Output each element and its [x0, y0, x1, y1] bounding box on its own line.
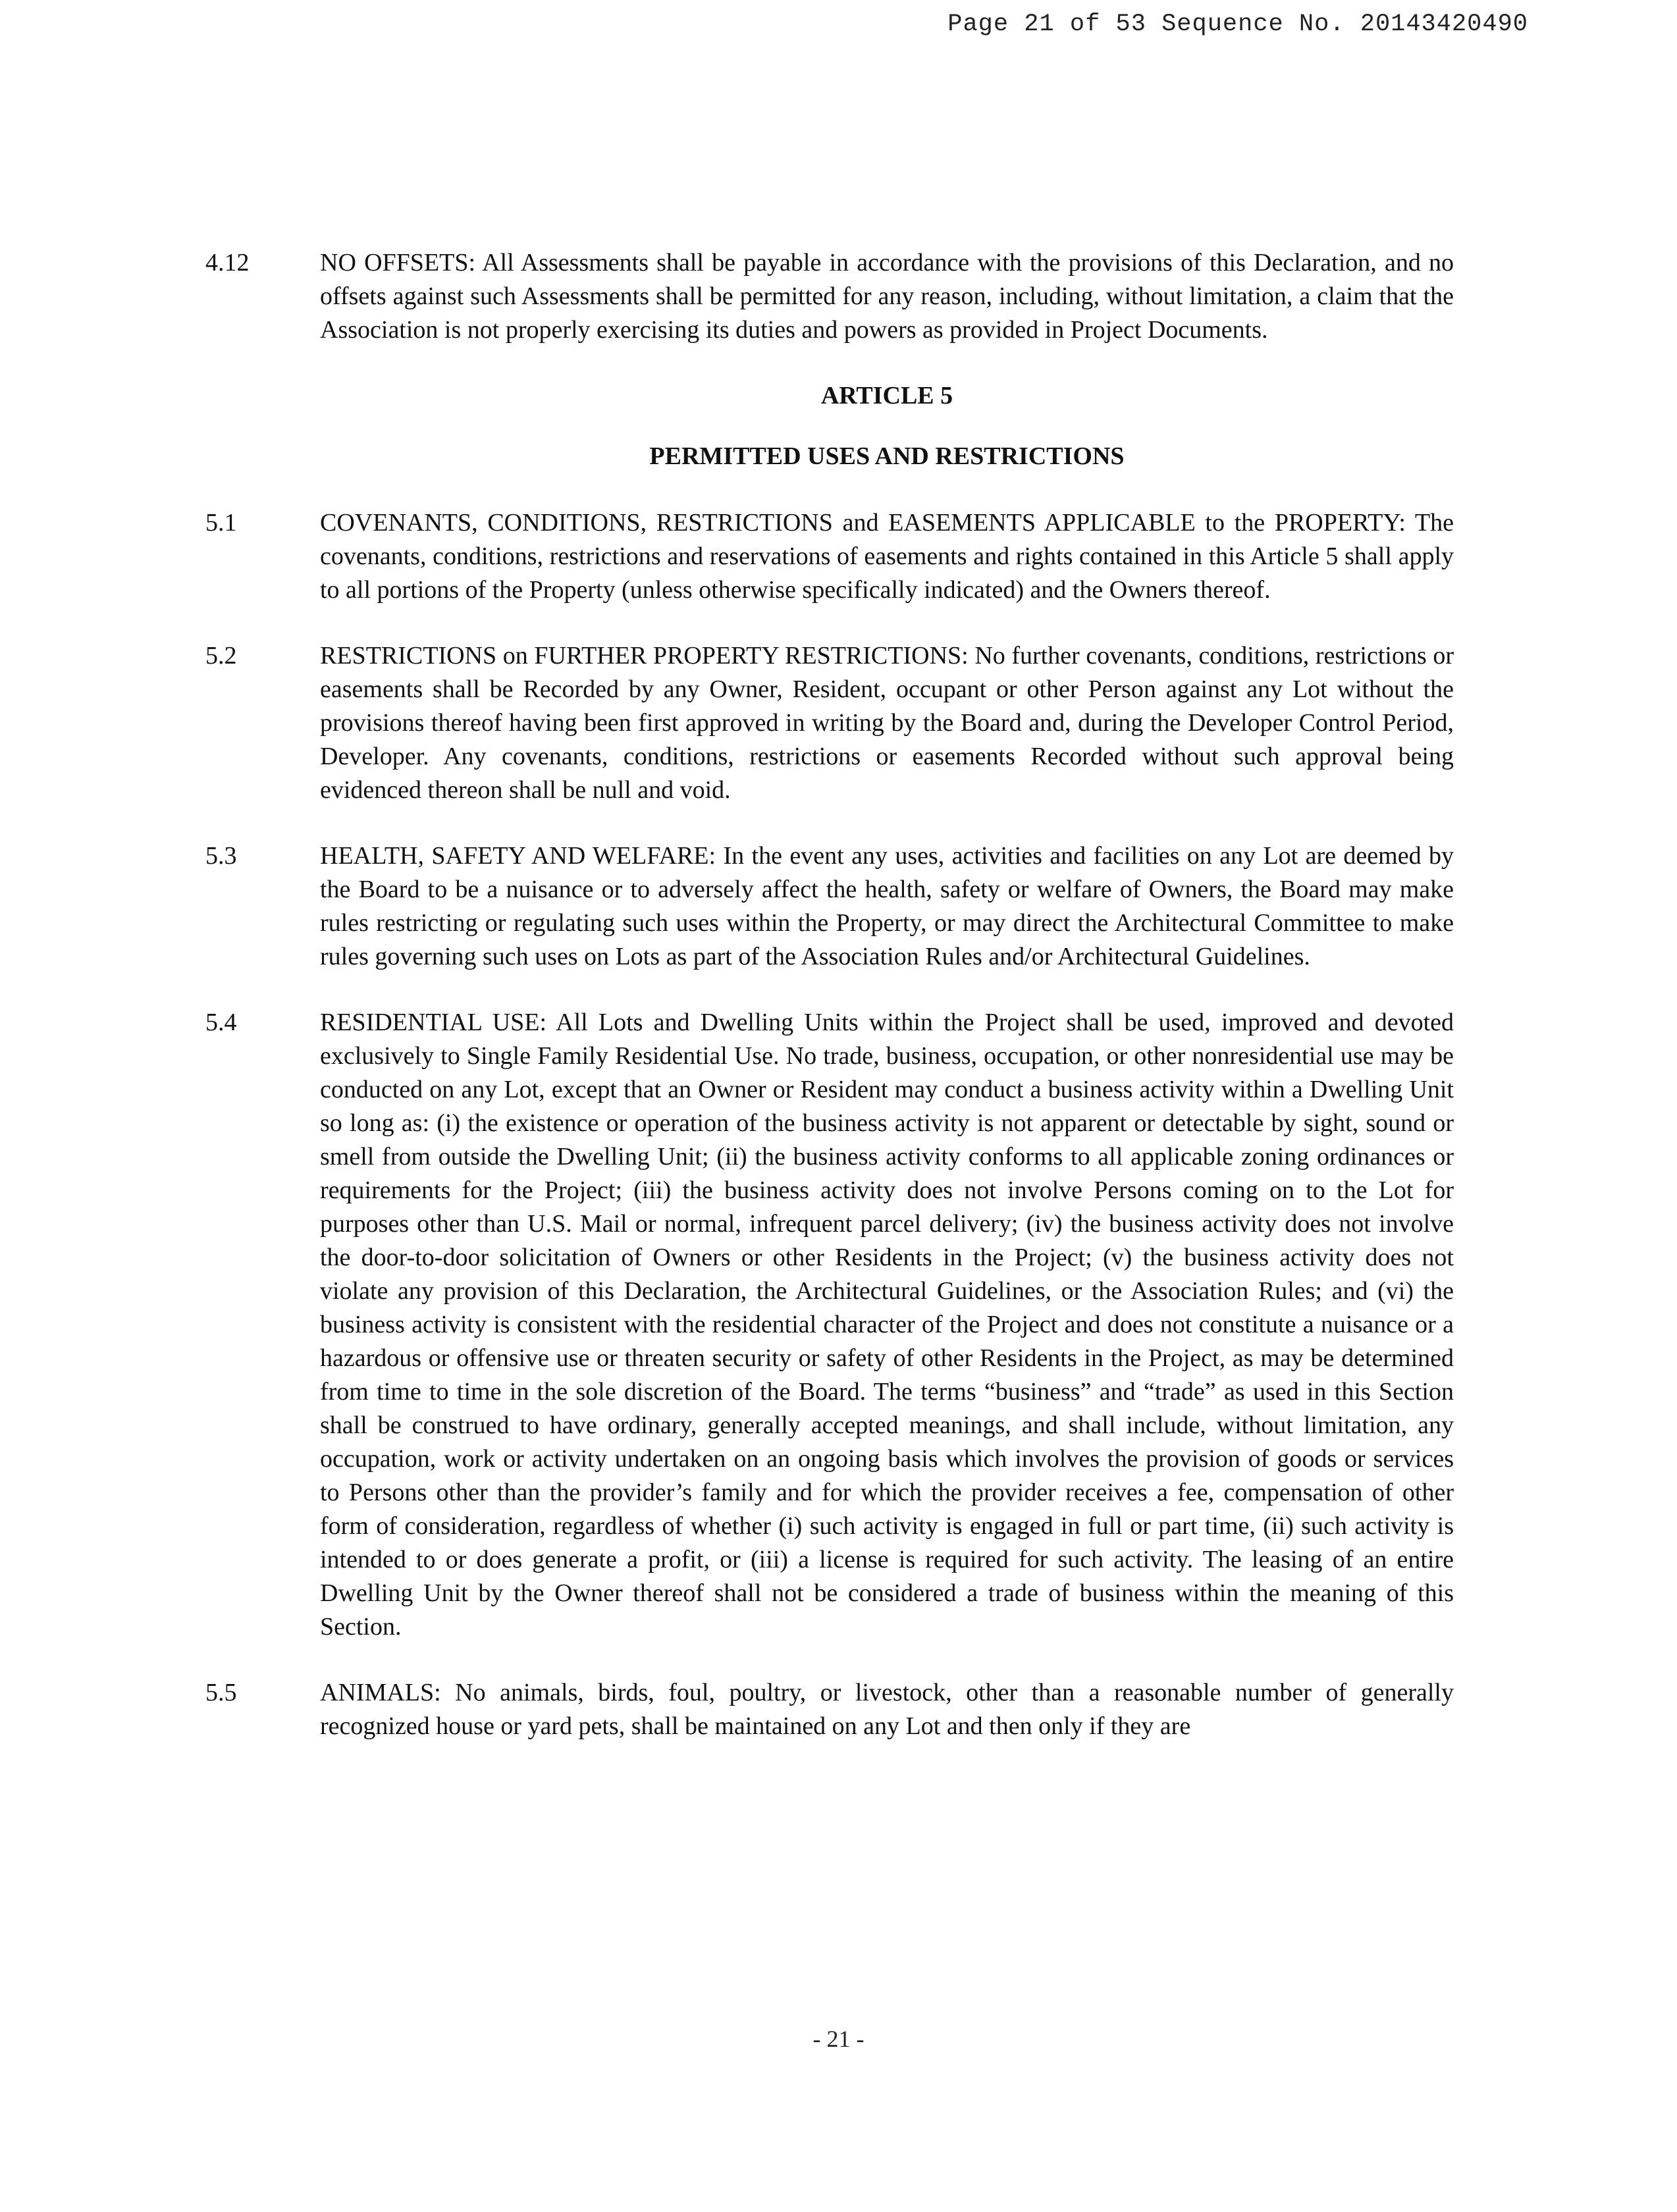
article-title: PERMITTED USES AND RESTRICTIONS	[649, 442, 1125, 470]
page-number: - 21 -	[812, 2026, 865, 2052]
section-text: HEALTH, SAFETY AND WELFARE: In the event any uses, activities and facilities on any Lot are deemed by the Board to be a nuisance or to adversely affect the health, safety or welfare of Owners, the Board may make rules restricting or regulating such uses within the Property, or may direct the Architectural Committee to make rules governing such uses on Lots as part of the Association Rules and/or Architectural Guidelines.	[320, 842, 1454, 970]
section-text: NO OFFSETS: All Assessments shall be payable in accordance with the provisions of this Declaration, and no offsets against such Assessments shall be permitted for any reason, including, without limitation, a claim that the Association is not properly exercising its duties and powers as provided in Project Documents.	[320, 249, 1454, 344]
document-body	[205, 246, 1454, 1743]
article-label: ARTICLE 5	[820, 382, 953, 409]
section-5-4	[205, 1006, 1454, 1644]
article-heading-block	[205, 379, 1454, 473]
sequence-stamp: Page 21 of 53 Sequence No. 20143420490	[947, 11, 1528, 38]
section-5-5	[205, 1676, 1454, 1743]
section-number: 5.3	[205, 842, 237, 870]
section-number: 5.1	[205, 509, 237, 537]
section-5-1	[205, 506, 1454, 607]
section-number: 5.5	[205, 1679, 237, 1706]
section-text: ANIMALS: No animals, birds, foul, poultry, or livestock, other than a reasonable number of generally recognized house or yard pets, shall be maintained on any Lot and then only if they are	[320, 1679, 1454, 1740]
section-number: 5.2	[205, 642, 237, 670]
section-text: RESIDENTIAL USE: All Lots and Dwelling Units within the Project shall be used, improved and devoted exclusively to Single Family Residential Use. No trade, business, occupation, or other nonresidential use may be conducted on any Lot, except that an Owner or Resident may conduct a business activity within a Dwelling Unit so long as: (i) the existence or operation of the business activity is not apparent or detectable by sight, sound or smell from outside the Dwelling Unit; (ii) the business activity conforms to all applicable zoning ordinances or requirements for the Project; (iii) the business activity does not involve Persons coming on to the Lot for purposes other than U.S. Mail or normal, infrequent parcel delivery; (iv) the business activity does not involve the door-to-door solicitation of Owners or other Residents in the Project; (v) the business activity does not violate any provision of this Declaration, the Architectural Guidelines, or the Association Rules; and (vi) the business activity is consistent with the residential character of the Project and does not constitute a nuisance or a hazardous or offensive use or threaten security or safety of other Residents in the Project, as may be determined from time to time in the sole discretion of the Board. The terms “business” and “trade” as used in this Section shall be construed to have ordinary, generally accepted meanings, and shall include, without limitation, any occupation, work or activity undertaken on an ongoing basis which involves the provision of goods or services to Persons other than the provider’s family and for which the provider receives a fee, compensation of other form of consideration, regardless of whether (i) such activity is engaged in full or part time, (ii) such activity is intended to or does generate a profit, or (iii) a license is required for such activity. The leasing of an entire Dwelling Unit by the Owner thereof shall not be considered a trade of business within the meaning of this Section.	[320, 1009, 1454, 1641]
section-5-2	[205, 639, 1454, 807]
section-text: COVENANTS, CONDITIONS, RESTRICTIONS and EASEMENTS APPLICABLE to the PROPERTY: The covenants, conditions, restrictions and reservations of easements and rights contained in this Article 5 shall apply to all portions of the Property (unless otherwise specifically indicated) and the Owners thereof.	[320, 509, 1454, 604]
section-4-12	[205, 246, 1454, 347]
section-text: RESTRICTIONS on FURTHER PROPERTY RESTRICTIONS: No further covenants, conditions, restrictions or easements shall be Recorded by any Owner, Resident, occupant or other Person against any Lot without the provisions thereof having been first approved in writing by the Board and, during the Developer Control Period, Developer. Any covenants, conditions, restrictions or easements Recorded without such approval being evidenced thereon shall be null and void.	[320, 642, 1454, 804]
section-number: 5.4	[205, 1009, 237, 1036]
section-number: 4.12	[205, 249, 250, 276]
section-5-3	[205, 839, 1454, 974]
